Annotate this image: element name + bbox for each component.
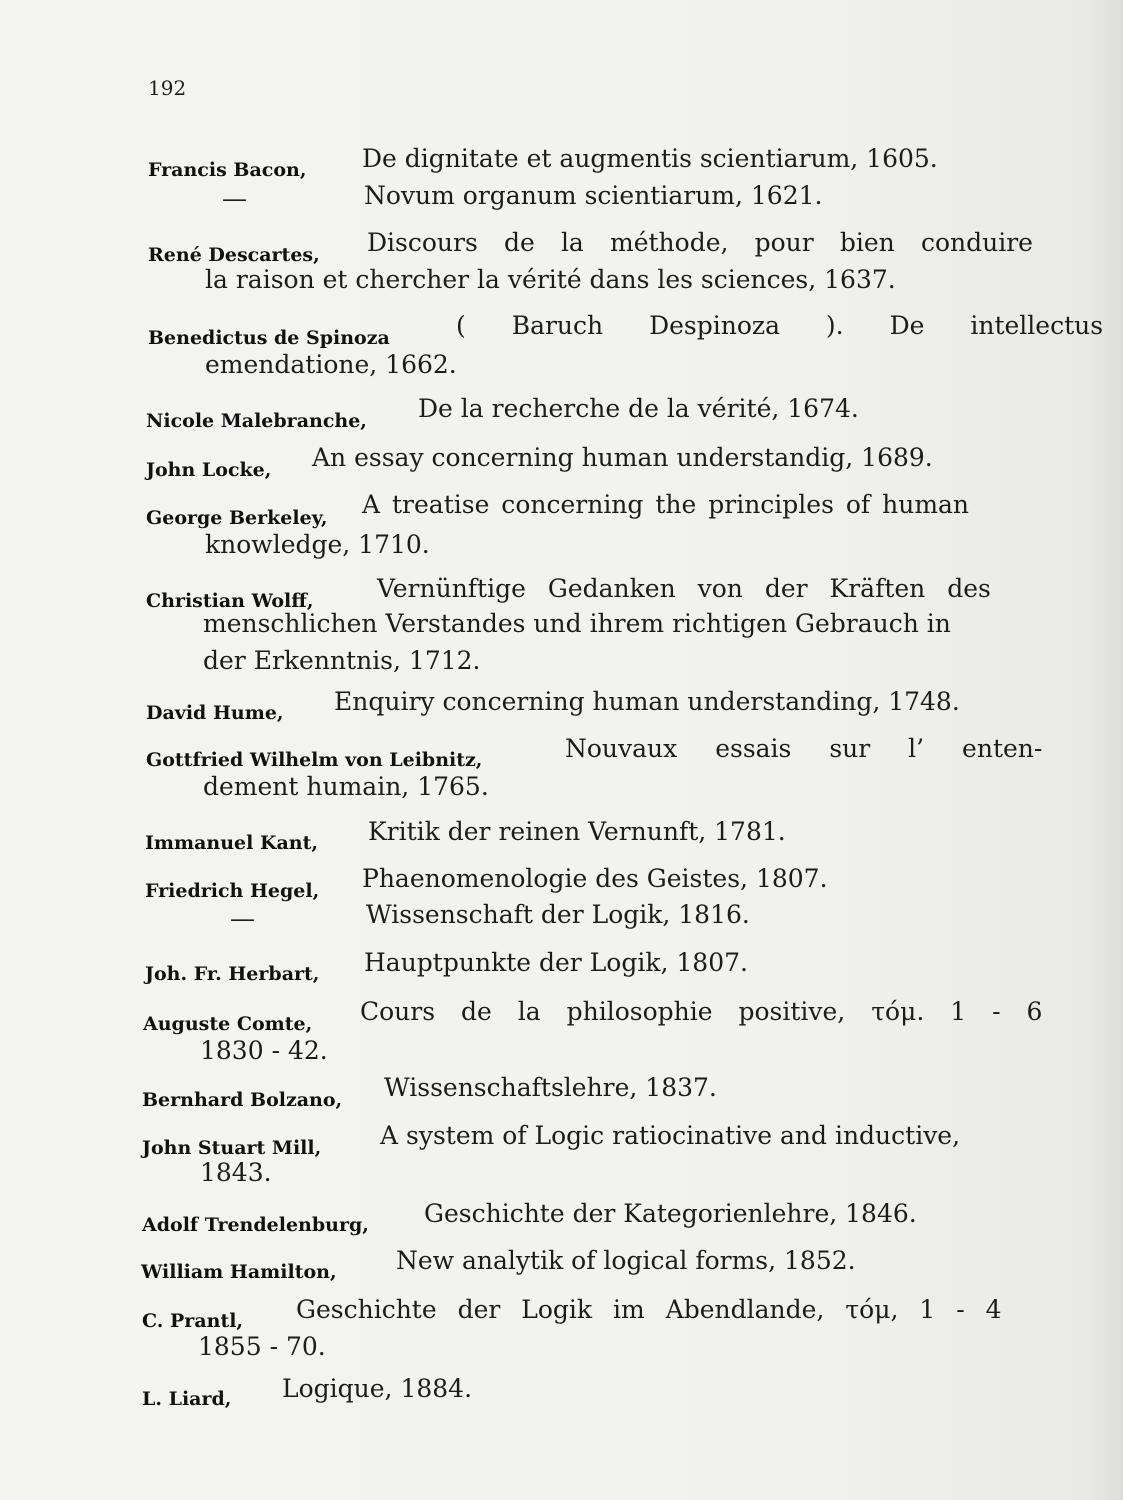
word: Discours (367, 228, 478, 257)
word: pour (754, 228, 814, 257)
work-title-line: emendatione, 1662. (205, 350, 457, 379)
author-name: René Descartes, (148, 244, 320, 266)
author-name: Francis Bacon, (148, 159, 307, 181)
work-title-line: A treatise concerning the principles of human (362, 490, 970, 519)
author-name: William Hamilton, (141, 1261, 337, 1283)
author-name: David Hume, (146, 702, 284, 724)
page-number: 192 (148, 76, 187, 100)
work-title-line: ( Baruch Despinoza ). De intellectus (456, 311, 1104, 340)
author-name: George Berkeley, (146, 507, 328, 529)
author-name: Friedrich Hegel, (145, 880, 320, 902)
word: méthode, (610, 228, 729, 257)
word: bien (839, 228, 895, 257)
author-name: Nicole Malebranche, (146, 410, 367, 432)
work-title: Geschichte der Kategorienlehre, 1846. (424, 1199, 917, 1228)
work-title: Hauptpunkte der Logik, 1807. (364, 948, 748, 977)
work-title-line: la raison et chercher la vérité dans les sciences, 1637. (205, 265, 896, 294)
work-title-line: Geschichte der Logik im Abendlande, τόμ, 1 - 4 (296, 1295, 1002, 1324)
ditto-dash: — (222, 184, 247, 213)
author-name: Bernhard Bolzano, (142, 1089, 343, 1111)
work-title: De dignitate et augmentis scientiarum, 1605. (362, 144, 938, 173)
author-name: Auguste Comte, (143, 1013, 313, 1035)
ditto-dash: — (230, 904, 255, 933)
author-name: Benedictus de Spinoza (148, 327, 390, 349)
work-title: De la recherche de la vérité, 1674. (418, 394, 859, 423)
work-title-line: Vernünftige Gedanken von der Kräften des (377, 574, 991, 603)
author-name: Gottfried Wilhelm von Leibnitz, (146, 749, 483, 771)
author-name: Christian Wolff, (146, 590, 314, 612)
work-title: Enquiry concerning human understanding, 1748. (334, 687, 960, 716)
author-name: C. Prantl, (142, 1310, 244, 1332)
word: conduire (920, 228, 1033, 257)
author-name: Joh. Fr. Herbart, (145, 963, 320, 985)
work-title: Phaenomenologie des Geistes, 1807. (362, 864, 828, 893)
word: de (503, 228, 535, 257)
author-name: Immanuel Kant, (145, 832, 318, 854)
work-title-line: 1843. (200, 1158, 272, 1187)
work-title: Wissenschaft der Logik, 1816. (366, 900, 750, 929)
work-title: Kritik der reinen Vernunft, 1781. (368, 817, 786, 846)
work-title: Novum organum scientiarum, 1621. (364, 181, 823, 210)
work-title-line: 1855 - 70. (198, 1332, 326, 1361)
author-name: Adolf Trendelenburg, (142, 1214, 369, 1236)
work-title-line: dement humain, 1765. (203, 772, 489, 801)
author-name: L. Liard, (142, 1388, 232, 1410)
work-title-line: 1830 - 42. (200, 1036, 328, 1065)
work-title-line (367, 228, 1033, 258)
word: la (560, 228, 584, 257)
work-title: Wissenschaftslehre, 1837. (384, 1073, 717, 1102)
work-title-line: menschlichen Verstandes und ihrem richtigen Gebrauch in (203, 609, 951, 638)
author-name: John Locke, (146, 459, 272, 481)
author-name: John Stuart Mill, (142, 1137, 322, 1159)
work-title-line: der Erkenntnis, 1712. (203, 646, 481, 675)
work-title-line: Cours de la philosophie positive, τόμ. 1 - 6 (360, 997, 1043, 1026)
work-title-line: A system of Logic ratiocinative and inductive, (380, 1121, 961, 1150)
work-title: New analytik of logical forms, 1852. (396, 1246, 856, 1275)
work-title-line: knowledge, 1710. (205, 530, 430, 559)
work-title-line: Nouvaux essais sur l’ enten- (565, 734, 1043, 763)
work-title: An essay concerning human understandig, 1689. (312, 443, 933, 472)
work-title: Logique, 1884. (282, 1374, 473, 1403)
